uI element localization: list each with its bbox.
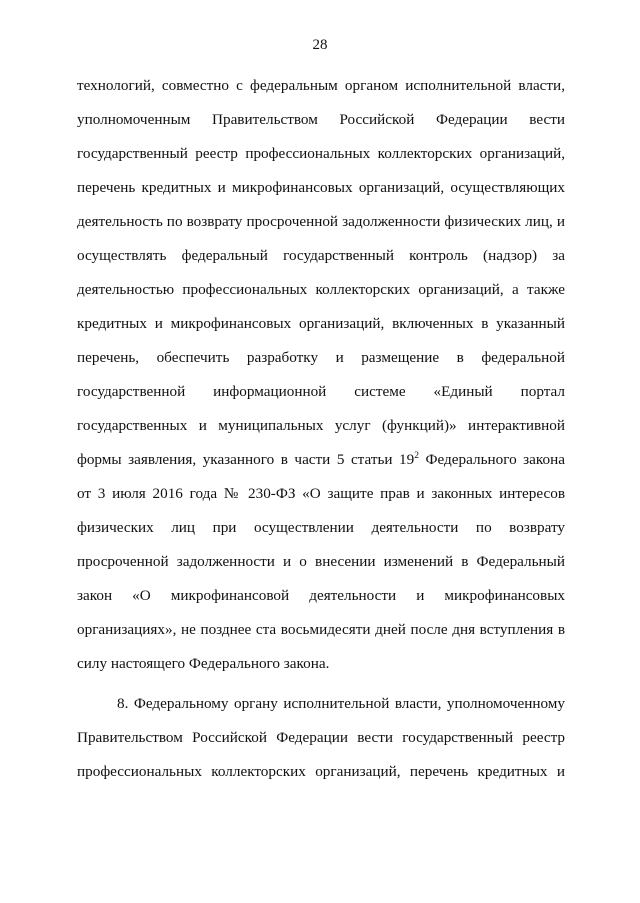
line-text-after: Федерального закона [419,451,565,468]
text-line: организациях», не позднее ста восьмидесяти дней после дня вступления в [77,621,565,638]
text-line: уполномоченным Правительством Российской Федерации вести [77,111,565,128]
text-line-with-superscript [77,448,565,472]
text-line: кредитных и микрофинансовых организаций, включенных в указанный [77,315,565,332]
text-line: деятельность по возврату просроченной задолженности физических лиц, и [77,213,565,230]
text-line: государственный реестр профессиональных коллекторских организаций, [77,145,565,162]
text-line: Правительством Российской Федерации вести государственный реестр [77,729,565,746]
text-line: деятельностью профессиональных коллекторских организаций, а также [77,281,565,298]
text-line: государственных и муниципальных услуг (функций)» интерактивной [77,417,565,434]
text-line: профессиональных коллекторских организаций, перечень кредитных и [77,763,565,780]
text-line: закон «О микрофинансовой деятельности и микрофинансовых [77,587,565,604]
superscript: 2 [414,450,419,461]
text-line: силу настоящего Федерального закона. [77,655,330,672]
text-line: от 3 июля 2016 года № 230-ФЗ «О защите прав и законных интересов [77,485,565,502]
text-line: перечень, обеспечить разработку и размещение в федеральной [77,349,565,366]
text-line: физических лиц при осуществлении деятельности по возврату [77,519,565,536]
text-line: государственной информационной системе «Единый портал [77,383,565,400]
text-line: просроченной задолженности и о внесении изменений в Федеральный [77,553,565,570]
text-line: осуществлять федеральный государственный контроль (надзор) за [77,247,565,264]
page-number: 28 [312,37,328,53]
text-line: 8. Федеральному органу исполнительной власти, уполномоченному [117,695,565,712]
text-line: перечень кредитных и микрофинансовых организаций, осуществляющих [77,179,565,196]
line-text-before: формы заявления, указанного в части 5 статьи 19 [77,451,415,468]
text-line: технологий, совместно с федеральным органом исполнительной власти, [77,77,565,94]
